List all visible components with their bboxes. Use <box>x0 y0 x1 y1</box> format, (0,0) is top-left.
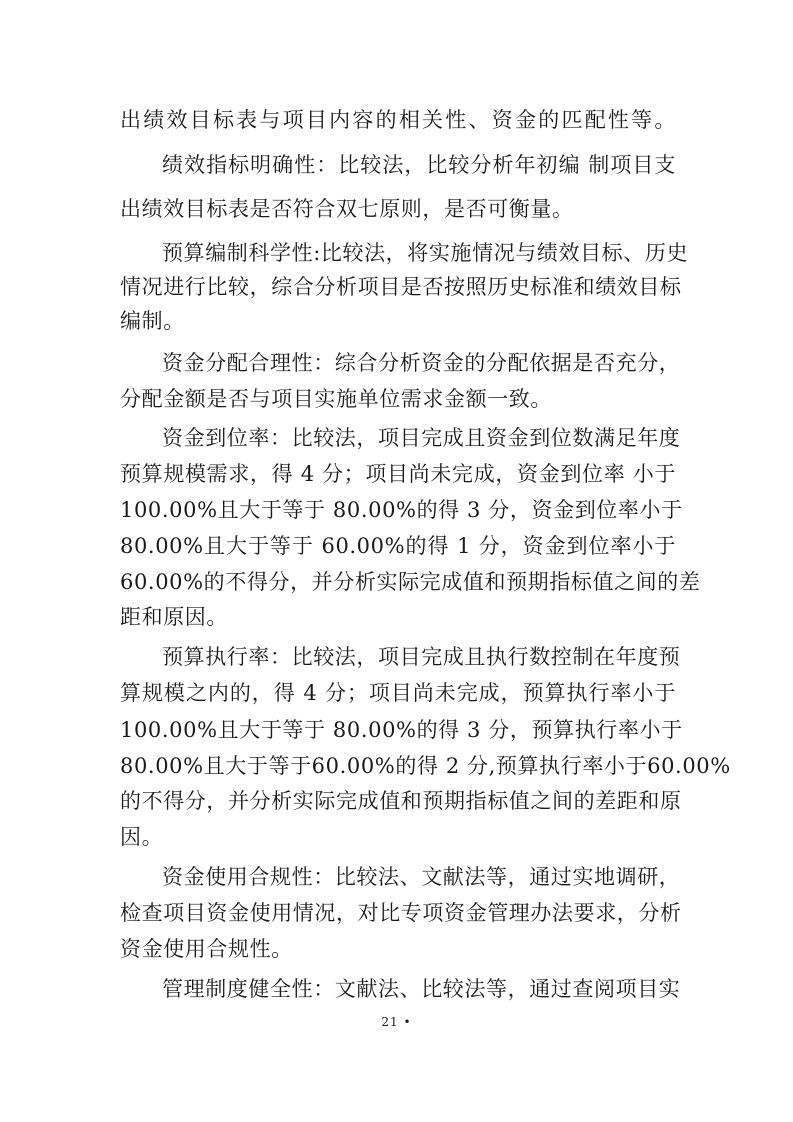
text-line: 预算编制科学性:比较法，将实施情况与绩效目标、历史 <box>162 241 689 265</box>
text-line: 检查项目资金使用情况，对比专项资金管理办法要求，分析 <box>120 901 682 925</box>
text-line: 距和原因。 <box>120 605 228 629</box>
text-line: 因。 <box>120 825 164 849</box>
text-line: 100.00%且大于等于 80.00%的得 3 分，资金到位率小于 <box>120 498 683 522</box>
text-line: 80.00%且大于等于 60.00%的得 1 分，资金到位率小于 <box>120 534 676 558</box>
text-line: 出绩效目标表是否符合双七原则，是否可衡量。 <box>120 197 574 221</box>
text-line: 情况进行比较，综合分析项目是否按照历史标准和绩效目标 <box>120 275 682 299</box>
text-line: 预算执行率：比较法，项目完成且执行数控制在年度预 <box>162 645 681 669</box>
text-line: 的不得分，并分析实际完成值和预期指标值之间的差距和原 <box>120 789 682 813</box>
text-line: 编制。 <box>120 309 185 333</box>
text-line: 分配金额是否与项目实施单位需求金额一致。 <box>120 387 552 411</box>
text-line: 绩效指标明确性：比较法，比较分析年初编 制项目支 <box>162 153 676 177</box>
text-line: 资金使用合规性：比较法、文献法等，通过实地调研， <box>162 865 681 889</box>
text-line: 60.00%的不得分，并分析实际完成值和预期指标值之间的差 <box>120 570 701 594</box>
text-line: 资金分配合理性：综合分析资金的分配依据是否充分， <box>162 351 681 375</box>
text-line: 算规模之内的，得 4 分；项目尚未完成，预算执行率小于 <box>120 681 676 705</box>
text-line: 资金使用合规性。 <box>120 937 293 961</box>
text-line: 管理制度健全性：文献法、比较法等，通过查阅项目实 <box>162 977 681 1001</box>
text-line: 资金到位率：比较法，项目完成且资金到位数满足年度 <box>162 426 681 450</box>
text-line: 80.00%且大于等于60.00%的得 2 分,预算执行率小于60.00% <box>120 754 731 778</box>
text-line: 出绩效目标表与项目内容的相关性、资金的匹配性等。 <box>120 108 676 132</box>
text-line: 100.00%且大于等于 80.00%的得 3 分，预算执行率小于 <box>120 718 683 742</box>
text-line: 预算规模需求，得 4 分；项目尚未完成，资金到位率 小于 <box>120 462 676 486</box>
page-number: 21 • <box>381 1015 412 1029</box>
